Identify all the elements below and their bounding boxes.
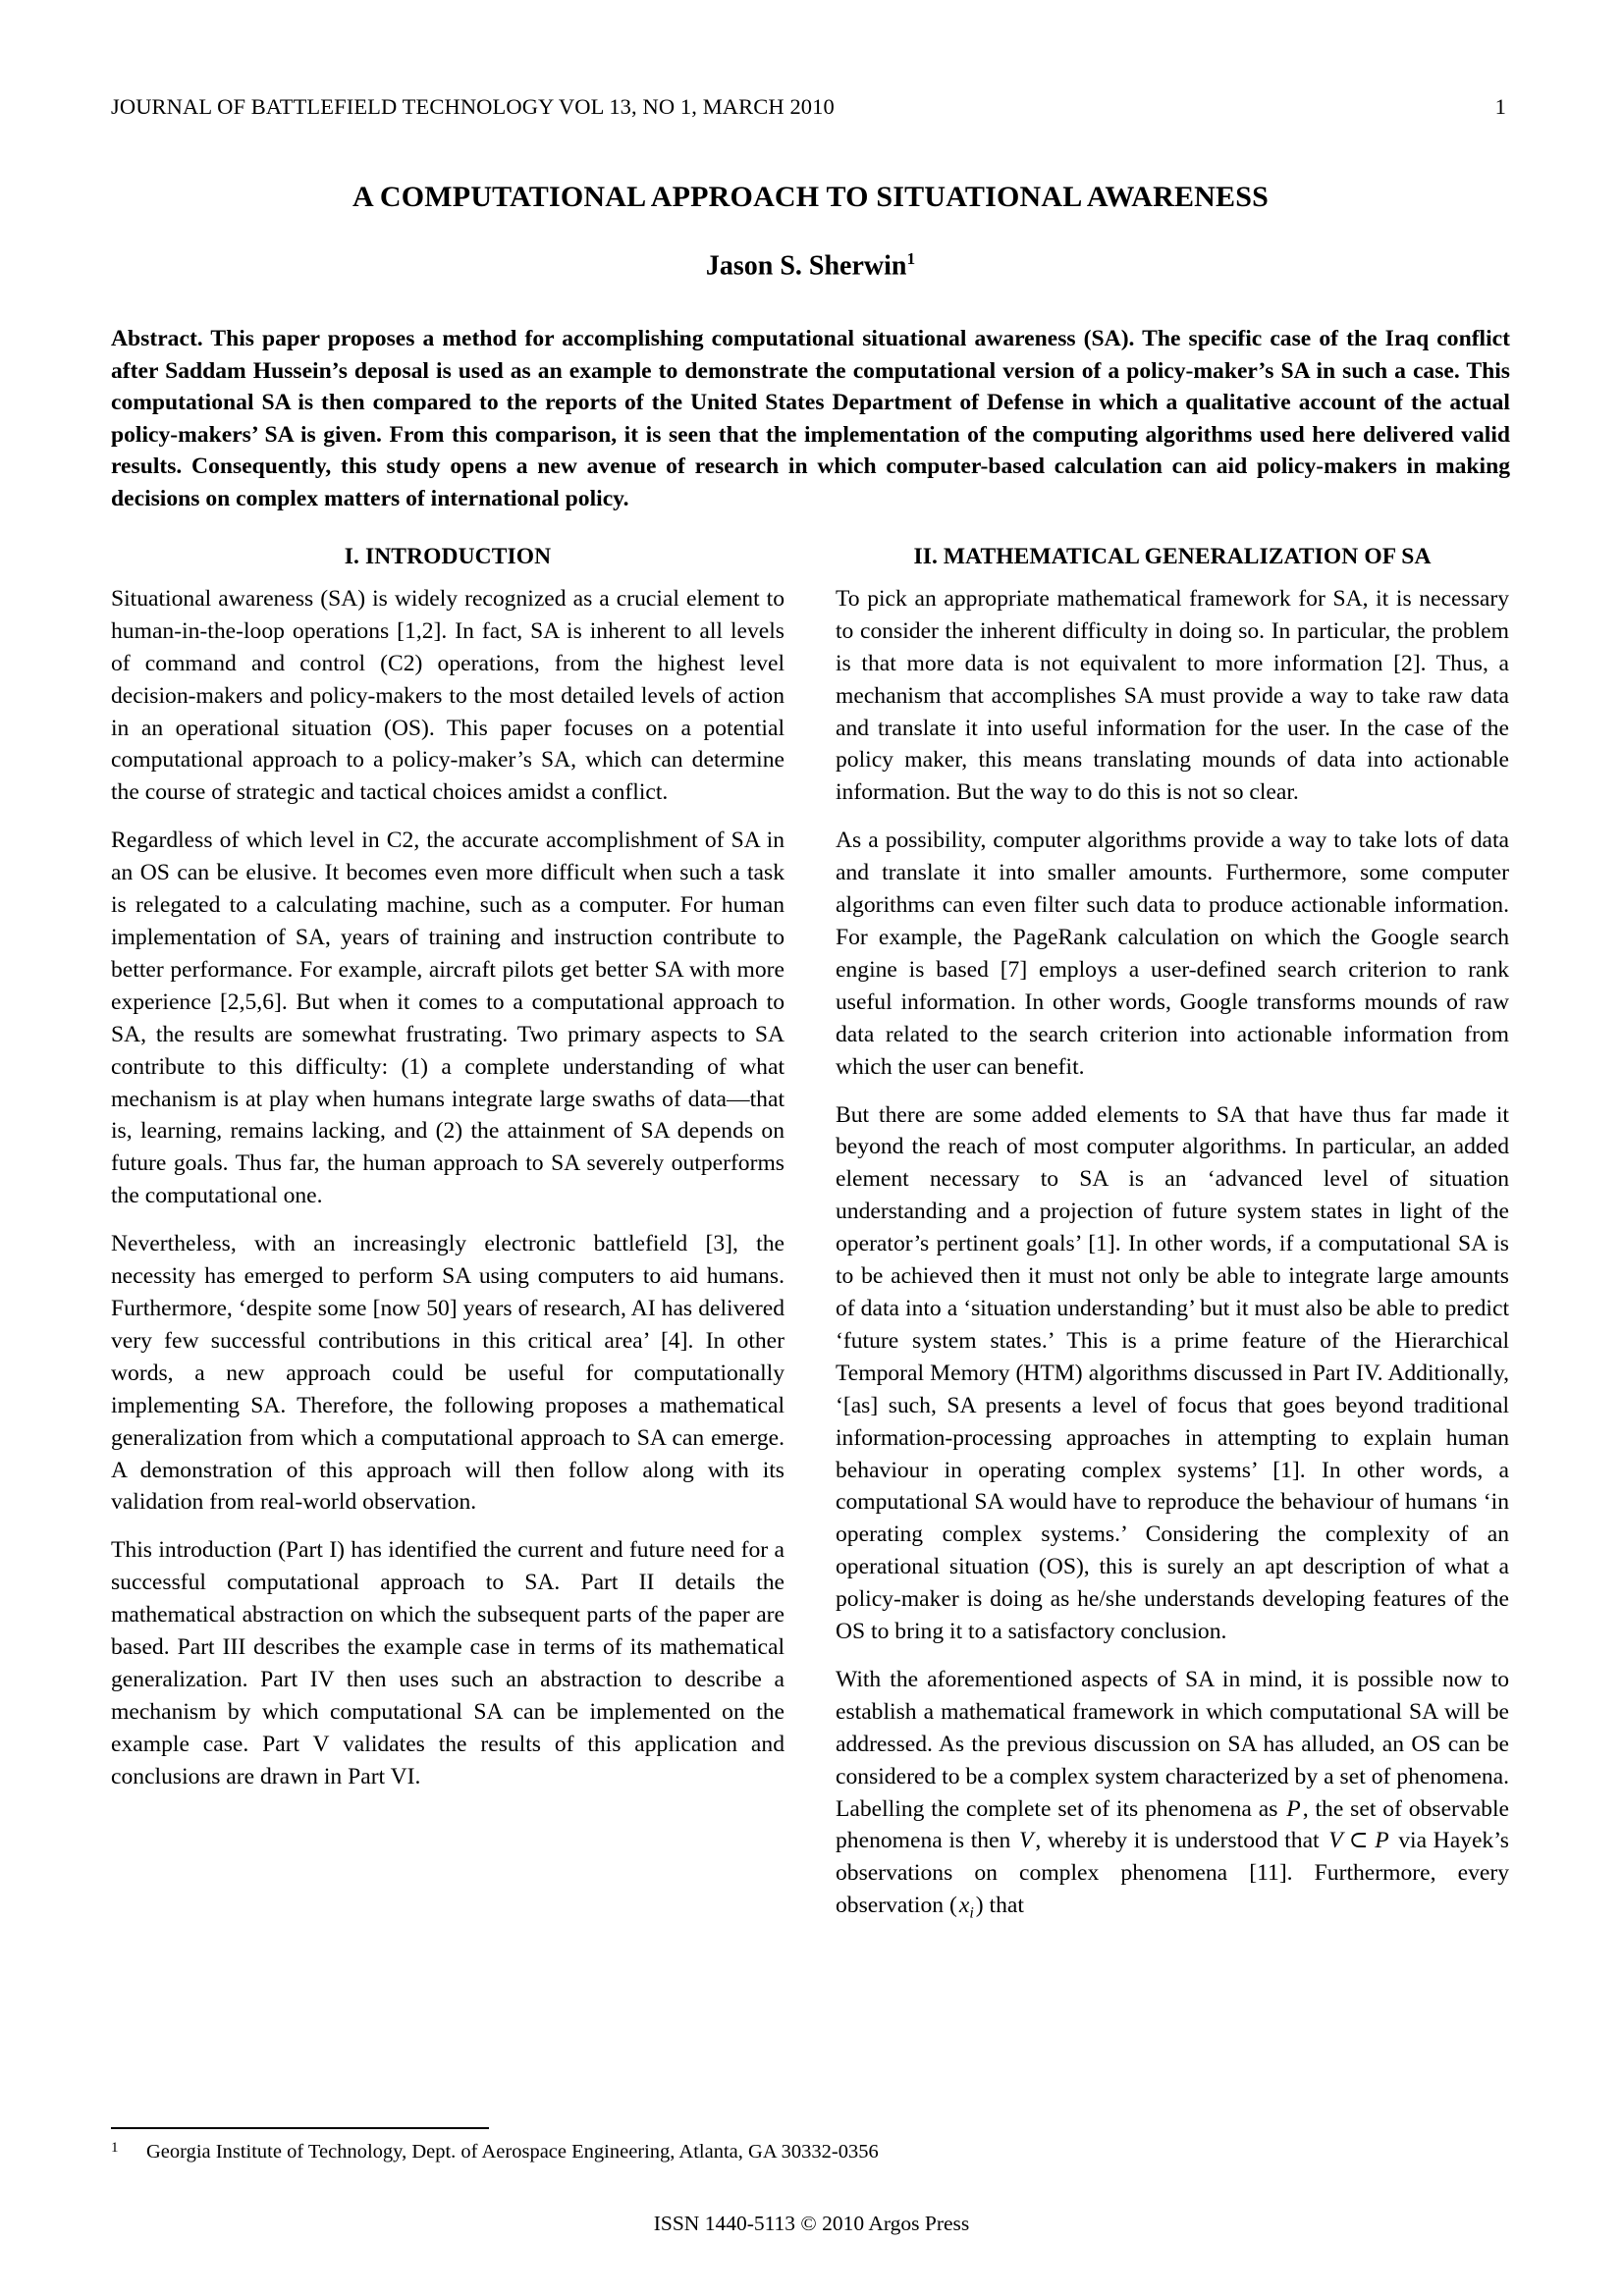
math-symbol-x-i [957,1893,976,1923]
body-columns [111,544,1510,1925]
page-number: 1 [1494,94,1506,119]
abstract: Abstract. This paper proposes a method for accomplishing computational situational awareness (SA). The specific case of the Iraq conflict after Saddam Hussein’s deposal is used as an example to demonstrate the computational version of a policy-maker’s SA in such a case. This computational SA is then compared to the reports of the United States Department of Defense in which a qualitative account of the actual policy-makers’ SA is given. From this comparison, it is seen that the implementation of the computing algorithms used here delivered valid results. Consequently, this study opens a new avenue of research in which computer-based calculation can aid policy-makers in making decisions on complex matters of international policy. [111,326,1510,511]
section-heading-mathematical-generalization: II. MATHEMATICAL GENERALIZATION OF SA [913,543,1432,569]
math-symbol-v: V [1018,1828,1034,1854]
math-paragraph-part3: , whereby it is understood that [1035,1828,1320,1854]
running-head-title: JOURNAL OF BATTLEFIELD TECHNOLOGY VOL 13, NO 1, MARCH 2010 [111,94,835,119]
math-paragraph-part2: , the set of observable phenomena is then [836,1795,1509,1854]
math-relation-v-subset-p: V ⊂ P [1328,1828,1389,1854]
footnote [111,2139,1510,2166]
paragraph: Situational awareness (SA) is widely recognized as a crucial element to human-in-the-loop operations [1,2]. In fact, SA is inherent to all levels of command and control (C2) operations, from the highest level decision-makers and policy-makers to the most detailed levels of action in an operational situation (OS). This paper focuses on a potential computational approach to a policy-maker’s SA, which can determine the course of strategic and tactical choices amidst a conflict. [111,585,784,806]
math-symbol-x: x [958,1893,970,1919]
right-column [836,544,1509,1925]
footnote-marker: 1 [111,2140,119,2156]
paragraph: Nevertheless, with an increasingly electronic battlefield [3], the necessity has emerged to perform SA using computers to aid humans. Furthermore, ‘despite some [now 50] years of research, AI has delivered very few successful contributions in this critical area’ [4]. In other words, a new approach could be useful for computationally implementing SA. Therefore, the following proposes a mathematical generalization from which a computational approach to SA can emerge. A demonstration of this approach will then follow along with its validation from real-world observation. [111,1231,784,1516]
paragraph: But there are some added elements to SA that have thus far made it beyond the reach of most computer algorithms. In particular, an added element necessary to SA is an ‘advanced level of situation understanding and a projection of future system states in light of the operator’s pertinent goals’ [1]. In other words, if a computational SA is to be achieved then it must not only be able to integrate large amounts of data into a ‘situation understanding’ but it must also be able to predict ‘future system states.’ This is a prime feature of the Hierarchical Temporal Memory (HTM) algorithms discussed in Part IV. Additionally, ‘[as] such, SA presents a level of focus that goes beyond traditional information-processing approaches in attempting to explain human behaviour in operating complex systems’ [1]. In other words, a computational SA would have to reproduce the behaviour of humans ‘in operating complex systems.’ Considering the complexity of an operational situation (OS), this is surely an apt description of what a policy-maker is doing as he/she understands developing features of the OS to bring it to a satisfactory conclusion. [836,1101,1509,1645]
math-paragraph-part5: ) that [975,1893,1024,1919]
paragraph: This introduction (Part I) has identified the current and future need for a successful computational approach to SA. Part II details the mathematical abstraction on which the subsequent parts of the paper are based. Part III describes the example case in terms of its mathematical generalization. Part IV then uses such an abstraction to describe a mechanism by which computational SA can be implemented on the example case. Part V validates the results of this application and conclusions are drawn in Part VI. [111,1537,784,1789]
paragraph-with-math [836,1664,1509,1925]
running-head [111,94,1510,120]
author-label: Jason S. Sherwin [705,250,907,282]
section-heading-introduction: I. INTRODUCTION [344,543,552,569]
author-name [111,249,1510,282]
footnote-text: Georgia Institute of Technology, Dept. of Aerospace Engineering, Atlanta, GA 30332-0356 [146,2141,879,2163]
paragraph: Regardless of which level in C2, the accurate accomplishment of SA in an OS can be elusive. It becomes even more difficult when such a task is relegated to a calculating machine, such as a computer. For human implementation of SA, years of training and instruction contribute to better performance. For example, aircraft pilots get better SA with more experience [2,5,6]. But when it comes to a computational approach to SA, the results are somewhat frustrating. Two primary aspects to SA contribute to this difficulty: (1) a complete understanding of what mechanism is at play when humans integrate large swaths of data—that is, learning, remains lacking, and (2) the attainment of SA depends on future goals. Thus far, the human approach to SA severely outperforms the computational one. [111,828,784,1209]
page-title: A COMPUTATIONAL APPROACH TO SITUATIONAL AWARENESS [352,181,1270,213]
math-subscript-i: i [969,1905,974,1923]
page-content [111,0,1510,1925]
paragraph: To pick an appropriate mathematical framework for SA, it is necessary to consider the inherent difficulty in doing so. In particular, the problem is that more data is not equivalent to more information [2]. Thus, a mechanism that accomplishes SA must provide a way to take raw data and translate it into useful information for the user. In the case of the policy maker, this means translating mounds of data into actionable information. But the way to do this is not so clear. [836,585,1509,806]
footer-issn: ISSN 1440-5113 © 2010 Argos Press [653,2212,970,2235]
author-footnote-marker: 1 [906,249,916,268]
footnote-zone [111,2127,1510,2166]
math-symbol-p: P [1286,1795,1301,1822]
math-paragraph-part1: With the aforementioned aspects of SA in mind, it is possible now to establish a mathematical framework in which computational SA will be addressed. As the previous discussion on SA has alluded, an OS can be considered to be a complex system characterized by a set of phenomena. Labelling the complete set of its phenomena as [836,1666,1509,1822]
left-column [111,544,784,1925]
paragraph: As a possibility, computer algorithms provide a way to take lots of data and translate it into smaller amounts. Furthermore, some computer algorithms can even filter such data to produce actionable information. For example, the PageRank calculation on which the Google search engine is based [7] employs a user-defined search criterion to rank useful information. In other words, Google transforms mounds of raw data related to the search criterion into actionable information from which the user can benefit. [836,828,1509,1080]
math-paragraph-part4: via Hayek’s observations on complex phenomena [11]. Furthermore, every observation ( [836,1828,1509,1919]
footnote-separator-rule [111,2127,489,2129]
